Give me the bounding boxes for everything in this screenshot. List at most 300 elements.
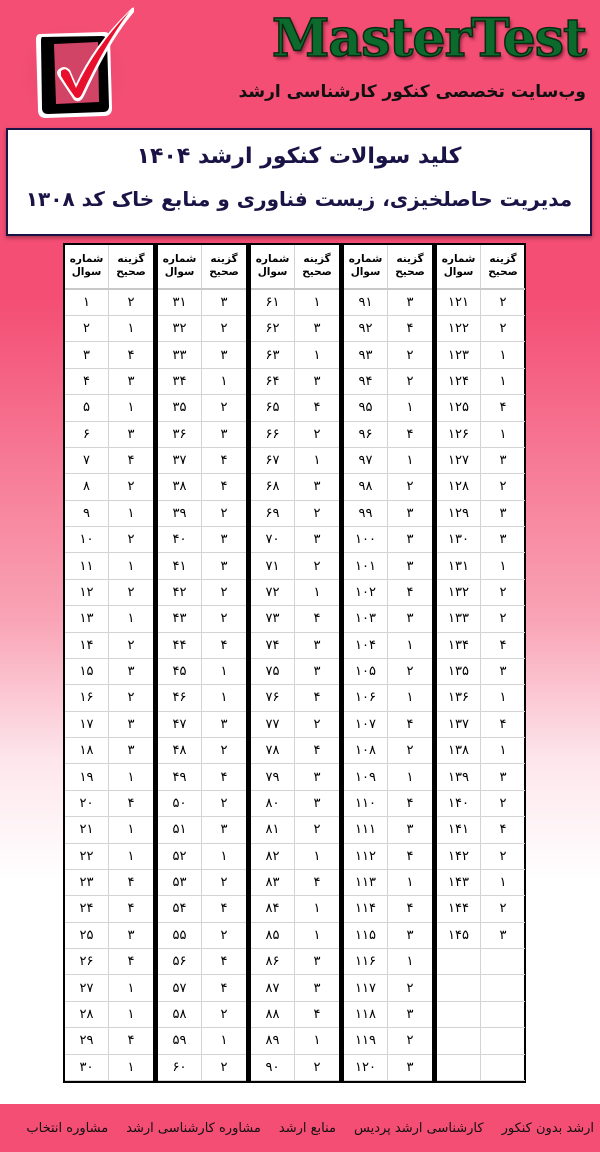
table-row: [344, 606, 432, 632]
correct-option: ۳: [313, 795, 321, 811]
question-number: ۹۱: [344, 290, 388, 315]
table-row: [65, 342, 153, 368]
table-row: [158, 527, 246, 553]
question-number: ۸۴: [251, 896, 295, 921]
question-number: ۱۹: [65, 764, 109, 789]
correct-option: ۴: [220, 637, 228, 653]
correct-option: ۳: [127, 927, 135, 943]
table-row: [344, 316, 432, 342]
correct-option: ۳: [127, 426, 135, 442]
correct-option: ۴: [127, 347, 135, 363]
correct-option: ۳: [313, 769, 321, 785]
question-number: [437, 1002, 481, 1027]
correct-option: ۱: [406, 769, 414, 785]
question-number: ۳۶: [158, 422, 202, 447]
table-row: [251, 975, 339, 1001]
correct-option: ۴: [406, 321, 414, 337]
table-row: [158, 290, 246, 316]
table-row: [344, 791, 432, 817]
correct-option: ۴: [220, 479, 228, 495]
correct-option: ۲: [313, 716, 321, 732]
correct-option: ۱: [313, 294, 321, 310]
question-number: ۲۷: [65, 975, 109, 1000]
correct-option: ۴: [313, 743, 321, 759]
correct-option: [481, 1055, 525, 1080]
correct-option-header: [481, 245, 525, 288]
question-number: ۵۰: [158, 791, 202, 816]
table-row: [251, 395, 339, 421]
correct-option: ۳: [127, 743, 135, 759]
table-row: [251, 764, 339, 790]
correct-option: ۳: [127, 716, 135, 732]
header-text: صحیح: [395, 266, 425, 279]
correct-option: ۳: [220, 558, 228, 574]
brand-title: MasterTest: [271, 8, 586, 69]
question-number: ۱۴۵: [437, 923, 481, 948]
correct-option: ۱: [406, 690, 414, 706]
header-row: [158, 245, 246, 290]
answer-group-4: [339, 245, 432, 1081]
table-row: [251, 474, 339, 500]
question-number: ۱۳۹: [437, 764, 481, 789]
question-number: ۱۱۱: [344, 817, 388, 842]
table-row: [65, 870, 153, 896]
table-row: [344, 764, 432, 790]
table-row: [158, 448, 246, 474]
question-number: ۴۱: [158, 553, 202, 578]
question-number: ۱۲۱: [437, 290, 481, 315]
table-row: [158, 395, 246, 421]
question-number: ۵۲: [158, 844, 202, 869]
question-number-header: [158, 245, 202, 288]
correct-option: ۳: [406, 611, 414, 627]
correct-option: ۴: [313, 875, 321, 891]
table-row: [437, 553, 525, 579]
question-number: ۴۷: [158, 712, 202, 737]
correct-option: ۳: [406, 1059, 414, 1075]
question-number: ۹۵: [344, 395, 388, 420]
table-row: [344, 738, 432, 764]
table-row: [158, 791, 246, 817]
table-row: [251, 316, 339, 342]
table-row: [158, 817, 246, 843]
correct-option-header: [295, 245, 339, 288]
correct-option: [481, 975, 525, 1000]
table-row: [344, 633, 432, 659]
correct-option: ۴: [499, 400, 507, 416]
table-row: [65, 1028, 153, 1054]
question-number: ۲۵: [65, 923, 109, 948]
brand-tagline: وب‌سایت تخصصی کنکور کارشناسی ارشد: [238, 82, 586, 102]
footer-link-arshad-bedoon-konkoor[interactable]: ارشد بدون کنکور: [501, 1120, 594, 1136]
header-text: صحیح: [209, 266, 239, 279]
table-row: [251, 1055, 339, 1081]
question-number: [437, 1055, 481, 1080]
correct-option: ۴: [406, 584, 414, 600]
correct-option: ۱: [499, 743, 507, 759]
table-row: [65, 580, 153, 606]
question-number: ۱۲۷: [437, 448, 481, 473]
correct-option: ۳: [220, 532, 228, 548]
question-number: ۹۳: [344, 342, 388, 367]
table-row: [344, 1002, 432, 1028]
question-number: ۱۸: [65, 738, 109, 763]
question-number: ۸۹: [251, 1028, 295, 1053]
header-text: شماره: [69, 253, 104, 266]
question-number: [437, 975, 481, 1000]
correct-option: [481, 1002, 525, 1027]
question-number: ۶۴: [251, 369, 295, 394]
table-row: [65, 369, 153, 395]
table-row: [158, 553, 246, 579]
question-number: ۱۳۷: [437, 712, 481, 737]
correct-option: ۳: [406, 294, 414, 310]
question-number: ۳۴: [158, 369, 202, 394]
correct-option: ۱: [499, 690, 507, 706]
question-number: ۱۰۱: [344, 553, 388, 578]
table-row: [158, 316, 246, 342]
correct-option: ۲: [313, 1059, 321, 1075]
correct-option: ۱: [127, 769, 135, 785]
correct-option: ۳: [406, 1006, 414, 1022]
correct-option: ۴: [406, 901, 414, 917]
table-row: [65, 448, 153, 474]
correct-option: ۲: [220, 1006, 228, 1022]
table-row: [437, 1055, 525, 1081]
header-row: [65, 245, 153, 290]
table-row: [158, 606, 246, 632]
question-number: ۷۵: [251, 659, 295, 684]
correct-option: ۴: [406, 426, 414, 442]
correct-option: ۴: [220, 954, 228, 970]
table-row: [437, 633, 525, 659]
question-number: ۴۶: [158, 685, 202, 710]
correct-option: ۱: [127, 505, 135, 521]
logo-checkbox-icon: [14, 4, 134, 122]
correct-option: ۱: [313, 848, 321, 864]
table-row: [344, 923, 432, 949]
question-number: ۱۲۲: [437, 316, 481, 341]
question-number: ۸۵: [251, 923, 295, 948]
question-number: ۸: [65, 474, 109, 499]
table-row: [158, 685, 246, 711]
question-number: ۸۷: [251, 975, 295, 1000]
correct-option: ۱: [127, 321, 135, 337]
table-row: [158, 1055, 246, 1081]
question-number: ۱۴۲: [437, 844, 481, 869]
question-number: ۳۵: [158, 395, 202, 420]
question-number: ۶۰: [158, 1055, 202, 1080]
correct-option: ۴: [406, 848, 414, 864]
question-number: ۲۰: [65, 791, 109, 816]
correct-option: ۳: [499, 927, 507, 943]
table-row: [344, 896, 432, 922]
table-row: [65, 791, 153, 817]
footer-link-moshavere-entekhab[interactable]: مشاوره انتخاب: [26, 1120, 109, 1136]
question-number: ۱۰: [65, 527, 109, 552]
table-row: [344, 712, 432, 738]
header-row: [437, 245, 525, 290]
header-text: گزینه: [303, 253, 331, 266]
footer-link-manabe-arshad[interactable]: منابع ارشد: [278, 1120, 336, 1136]
table-row: [344, 659, 432, 685]
question-number: ۴۹: [158, 764, 202, 789]
question-number: ۱۰۳: [344, 606, 388, 631]
table-row: [65, 844, 153, 870]
table-row: [437, 923, 525, 949]
correct-option: ۲: [127, 479, 135, 495]
question-number: ۵۸: [158, 1002, 202, 1027]
correct-option: ۱: [127, 980, 135, 996]
question-number: ۲۶: [65, 949, 109, 974]
header-text: سوال: [443, 266, 474, 279]
correct-option: ۱: [313, 347, 321, 363]
correct-option: ۱: [406, 453, 414, 469]
correct-option: ۳: [220, 426, 228, 442]
correct-option: ۲: [499, 321, 507, 337]
question-number: ۱۳۶: [437, 685, 481, 710]
question-number: ۶۵: [251, 395, 295, 420]
correct-option: ۱: [313, 901, 321, 917]
table-row: [437, 738, 525, 764]
correct-option: ۲: [406, 664, 414, 680]
table-row: [251, 1028, 339, 1054]
correct-option: ۲: [499, 584, 507, 600]
header-text: شماره: [255, 253, 290, 266]
correct-option: ۲: [313, 822, 321, 838]
question-number: ۶۶: [251, 422, 295, 447]
table-row: [437, 369, 525, 395]
correct-option: ۱: [127, 611, 135, 627]
question-number: ۱۳: [65, 606, 109, 631]
question-number: ۱۲۶: [437, 422, 481, 447]
correct-option: ۳: [406, 558, 414, 574]
header-text: صحیح: [302, 266, 332, 279]
answer-key-table: [63, 243, 526, 1083]
table-row: [437, 474, 525, 500]
question-number: ۴۲: [158, 580, 202, 605]
question-number: ۶۲: [251, 316, 295, 341]
footer-link-arshad-pardis[interactable]: کارشناسی ارشد پردیس: [354, 1120, 484, 1136]
table-row: [437, 1028, 525, 1054]
table-row: [65, 764, 153, 790]
question-number: ۱۵: [65, 659, 109, 684]
correct-option: ۳: [127, 664, 135, 680]
table-row: [437, 527, 525, 553]
table-row: [158, 1028, 246, 1054]
table-row: [251, 606, 339, 632]
table-row: [158, 659, 246, 685]
correct-option: ۲: [127, 637, 135, 653]
correct-option: ۲: [406, 373, 414, 389]
correct-option: ۳: [313, 321, 321, 337]
correct-option: ۲: [220, 795, 228, 811]
answer-group-5: [432, 245, 525, 1081]
header-row: [251, 245, 339, 290]
correct-option: ۴: [499, 716, 507, 732]
correct-option: ۲: [499, 611, 507, 627]
question-number: ۶۳: [251, 342, 295, 367]
correct-option: ۲: [499, 479, 507, 495]
correct-option: ۳: [406, 532, 414, 548]
correct-option: ۲: [127, 532, 135, 548]
table-row: [437, 817, 525, 843]
table-row: [344, 685, 432, 711]
correct-option: ۴: [406, 795, 414, 811]
correct-option: ۲: [313, 505, 321, 521]
correct-option: ۴: [313, 690, 321, 706]
correct-option: ۱: [499, 347, 507, 363]
correct-option: ۴: [406, 716, 414, 732]
question-number: ۱۷: [65, 712, 109, 737]
correct-option: ۲: [220, 505, 228, 521]
question-number: ۲۹: [65, 1028, 109, 1053]
correct-option: ۳: [499, 664, 507, 680]
question-number: ۷: [65, 448, 109, 473]
question-number: ۷۷: [251, 712, 295, 737]
question-number: ۱۴۳: [437, 870, 481, 895]
question-number: ۱۲: [65, 580, 109, 605]
table-row: [251, 553, 339, 579]
footer-link-moshavere-arshad[interactable]: مشاوره کارشناسی ارشد: [126, 1120, 261, 1136]
question-number: ۱۶: [65, 685, 109, 710]
table-row: [437, 975, 525, 1001]
correct-option: ۳: [499, 532, 507, 548]
question-number: ۷۰: [251, 527, 295, 552]
correct-option: ۲: [406, 980, 414, 996]
answer-group-1: [65, 245, 153, 1081]
question-number: ۱۳۴: [437, 633, 481, 658]
header-text: صحیح: [488, 266, 518, 279]
question-number: ۹۲: [344, 316, 388, 341]
table-row: [437, 659, 525, 685]
question-number: ۱۲۴: [437, 369, 481, 394]
question-number: ۷۸: [251, 738, 295, 763]
header-text: گزینه: [117, 253, 145, 266]
table-row: [344, 474, 432, 500]
table-row: [158, 975, 246, 1001]
correct-option: ۱: [220, 690, 228, 706]
question-number: ۱۰۲: [344, 580, 388, 605]
question-number: ۹۴: [344, 369, 388, 394]
table-row: [437, 501, 525, 527]
correct-option: [481, 1028, 525, 1053]
table-row: [251, 817, 339, 843]
correct-option: ۱: [313, 1033, 321, 1049]
table-row: [65, 896, 153, 922]
question-number: ۹: [65, 501, 109, 526]
table-row: [251, 844, 339, 870]
question-number: ۴۰: [158, 527, 202, 552]
question-number: ۱۰۸: [344, 738, 388, 763]
table-row: [344, 422, 432, 448]
correct-option: ۳: [406, 822, 414, 838]
table-row: [344, 844, 432, 870]
correct-option: ۲: [220, 1059, 228, 1075]
correct-option: ۴: [127, 901, 135, 917]
table-row: [65, 395, 153, 421]
question-number: ۷۶: [251, 685, 295, 710]
question-number: ۱۰۶: [344, 685, 388, 710]
table-row: [344, 369, 432, 395]
table-row: [251, 580, 339, 606]
correct-option: ۲: [499, 294, 507, 310]
header-text: سوال: [350, 266, 381, 279]
question-number: ۲۳: [65, 870, 109, 895]
question-number: ۱۴۱: [437, 817, 481, 842]
question-number: ۱۱۰: [344, 791, 388, 816]
correct-option: ۴: [127, 1033, 135, 1049]
correct-option: ۱: [313, 584, 321, 600]
question-number: ۱۲۳: [437, 342, 481, 367]
table-row: [251, 448, 339, 474]
header-text: صحیح: [116, 266, 146, 279]
question-number: ۱۱۴: [344, 896, 388, 921]
table-row: [65, 738, 153, 764]
footer-links-bar: [0, 1104, 600, 1152]
table-row: [437, 580, 525, 606]
question-number: ۲۲: [65, 844, 109, 869]
table-row: [158, 580, 246, 606]
title-box: [6, 128, 592, 236]
correct-option: ۲: [499, 848, 507, 864]
table-row: [158, 870, 246, 896]
table-row: [251, 712, 339, 738]
table-row: [65, 1002, 153, 1028]
table-row: [158, 896, 246, 922]
question-number: ۵۳: [158, 870, 202, 895]
question-number: ۸۱: [251, 817, 295, 842]
question-number: ۱۲۵: [437, 395, 481, 420]
table-row: [251, 738, 339, 764]
correct-option: ۳: [220, 716, 228, 732]
header-row: [344, 245, 432, 290]
question-number: ۱۳۰: [437, 527, 481, 552]
correct-option: ۲: [406, 743, 414, 759]
table-row: [437, 342, 525, 368]
question-number: ۵۷: [158, 975, 202, 1000]
correct-option: ۲: [499, 901, 507, 917]
correct-option: ۱: [220, 664, 228, 680]
correct-option: ۳: [220, 822, 228, 838]
correct-option: ۳: [220, 347, 228, 363]
answer-group-2: [153, 245, 246, 1081]
correct-option: ۱: [127, 558, 135, 574]
question-number: ۵۱: [158, 817, 202, 842]
correct-option: ۲: [499, 795, 507, 811]
question-number: ۱۰۴: [344, 633, 388, 658]
table-row: [65, 290, 153, 316]
table-row: [251, 949, 339, 975]
header-text: گزینه: [396, 253, 424, 266]
question-number: ۱۰۵: [344, 659, 388, 684]
table-row: [65, 553, 153, 579]
correct-option: ۳: [406, 927, 414, 943]
page-subtitle: مدیریت حاصلخیزی، زیست فناوری و منابع خاک کد ۱۳۰۸: [25, 187, 573, 211]
correct-option: ۳: [313, 373, 321, 389]
question-number-header: [65, 245, 109, 288]
correct-option: ۳: [313, 954, 321, 970]
correct-option: ۴: [127, 453, 135, 469]
question-number: ۷۱: [251, 553, 295, 578]
question-number: ۵۵: [158, 923, 202, 948]
question-number: ۱۱۵: [344, 923, 388, 948]
question-number: ۱۲۰: [344, 1055, 388, 1080]
question-number: ۱۰۹: [344, 764, 388, 789]
question-number: ۱: [65, 290, 109, 315]
question-number: ۱۲۸: [437, 474, 481, 499]
table-row: [251, 290, 339, 316]
